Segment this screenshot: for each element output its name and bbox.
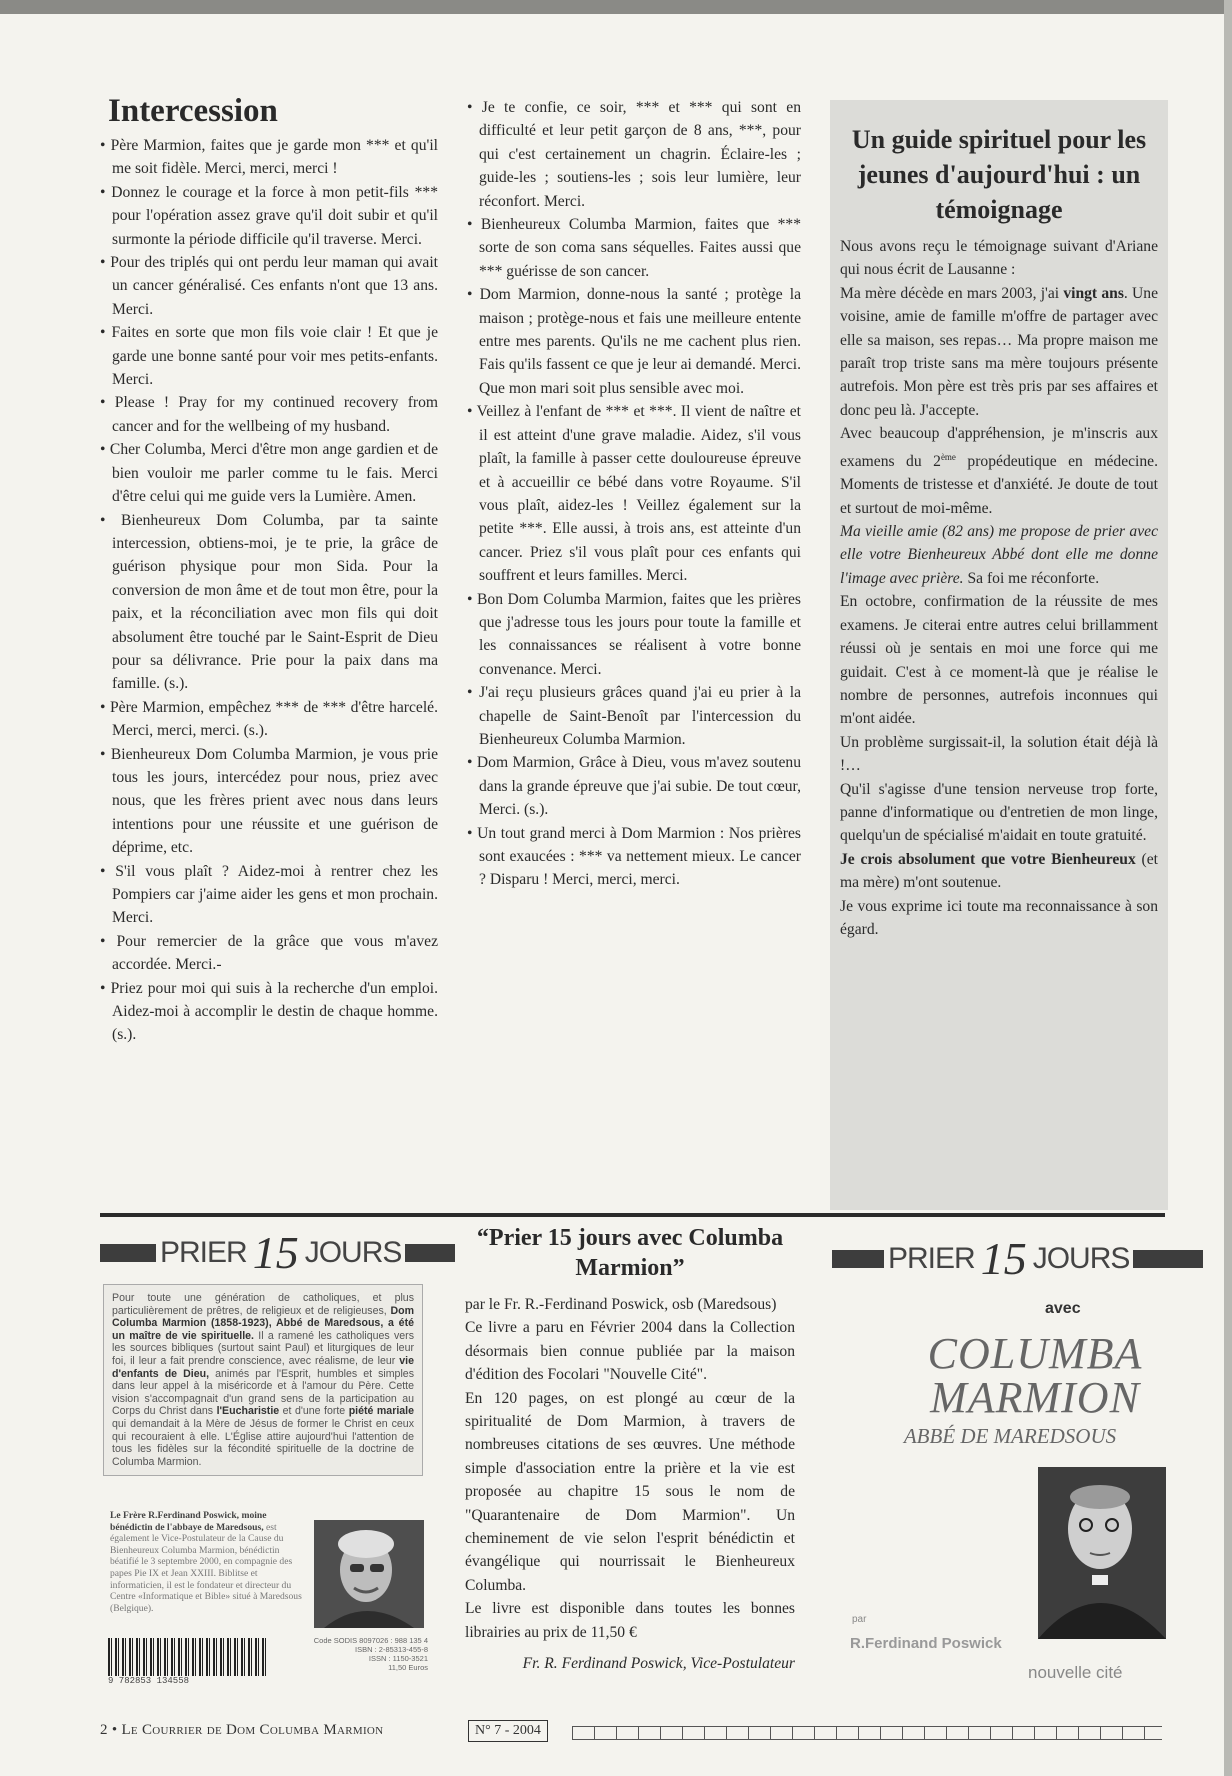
cover-author: R.Ferdinand Poswick — [850, 1635, 1002, 1652]
logo-bar — [100, 1244, 156, 1262]
intercession-item: • Please ! Pray for my continued recovery from cancer and for the wellbeing of my husband. — [100, 391, 438, 438]
barcode — [108, 1638, 268, 1676]
logo-jours: JOURS — [1032, 1241, 1130, 1275]
horizontal-divider — [100, 1213, 1165, 1217]
intercession-item: • Faites en sorte que mon fils voie clair ! Et que je garde une bonne santé pour voir mes petits-enfants. Merci. — [100, 321, 438, 391]
cover-portrait — [1038, 1467, 1166, 1639]
intercession-item: • Père Marmion, empêchez *** de *** d'être harcelé. Merci, merci, merci. (s.). — [100, 696, 438, 743]
intercession-item: • Dom Marmion, Grâce à Dieu, vous m'avez soutenu dans la grande épreuve que j'ai subie. De tout cœur, Merci. (s.). — [467, 751, 801, 821]
intercession-item: • Je te confie, ce soir, *** et *** qui sont en difficulté et leur petit garçon de 8 ans, ***, pour qui c'est certainement un chagrin. Éclaire-les ; guide-les ; soutiens-les ; sois leur lumière, leur réconfort. Merci. — [467, 96, 801, 213]
intercession-column — [100, 92, 438, 1047]
author-bio: Le Frère R.Ferdinand Poswick, moine bénédictin de l'abbaye de Maredsous, est également le Vice-Postulateur de la Cause du Bienheureux Columba Marmion, bénédictin béatifié le 3 septembre 2000, en compagnie des papes Pie IX et Jean XXIII. Biblitse et informaticien, il est le fondateur et directeur du Centre «Informatique et Bible» situé à Maredsous (Belgique). — [110, 1510, 302, 1614]
intercession-item: • Donnez le courage et la force à mon petit-fils *** pour l'opération assez grave qu'il doit subir et qu'il surmonte la période difficile qu'il traverse. Merci. — [100, 181, 438, 251]
page-right-edge — [1224, 0, 1232, 1776]
intercession-item: • Un tout grand merci à Dom Marmion : Nos prières sont exaucées : *** va nettement mieux. Le cancer ? Disparu ! Merci, merci, merci. — [467, 822, 801, 892]
book-blurb-box: Pour toute une génération de catholiques, et plus particulièrement de prêtres, de religieux et de religieuses, Dom Columba Marmion (1858-1923), Abbé de Maredsous, a été un maître de vie spirituelle. Il a ramené les catholiques vers les sources bibliques (surtout saint Paul) et liturgiques de leur foi, il leur a fait prendre conscience, avec réalisme, de leur vie d'enfants de Dieu, animés par l'Esprit, humbles et simples dans leur appel à la miséricorde et à l'amour du Père. Cette vision s'accompagnait d'un grand sens de la participation au Corps du Christ dans l'Eucharistie et d'une forte piété mariale qui demandait à la Mère de Jésus de former le Christ en ceux qui recouraient à elle. L'Église attire aujourd'hui l'attention de tous les fidèles sur la fécondité spirituelle de la doctrine de Columba Marmion. — [103, 1284, 423, 1476]
intercession-item: • S'il vous plaît ? Aidez-moi à rentrer chez les Pompiers car j'aime aider les gens et mon prochain. Merci. — [100, 860, 438, 930]
intercession-list — [100, 134, 438, 1047]
testimony-paragraph: Ma mère décède en mars 2003, j'ai vingt ans. Une voisine, amie de famille m'offre de partager avec elle sa maison, ses repas… Ma propre maison me paraît trop triste sans ma mère toujours présente autrefois. Mon père est très pris par ses affaires et donc peu là. J'accepte. — [840, 284, 1158, 419]
prier-15-jours-logo — [100, 1226, 455, 1279]
intercession-item: • Bon Dom Columba Marmion, faites que les prières que j'adresse tous les jours pour toute la famille et les connaissances se réalisent à votre bonne convenance. Merci. — [467, 588, 801, 682]
testimony-paragraph: Nous avons reçu le témoignage suivant d'Ariane qui nous écrit de Lausanne : — [840, 238, 1158, 279]
logo-number: 15 — [980, 1233, 1027, 1284]
cover-avec: avec — [1045, 1300, 1081, 1317]
book-paragraph: Le livre est disponible dans toutes les bonnes librairies au prix de 11,50 € — [465, 1600, 795, 1641]
author-photo — [314, 1520, 424, 1628]
intercession-list-continued — [467, 96, 801, 892]
barcode-area — [106, 1630, 426, 1684]
page-top-edge — [0, 0, 1232, 14]
logo-bar — [832, 1250, 884, 1268]
cover-subtitle: ABBÉ DE MAREDSOUS — [903, 1424, 1117, 1448]
logo-prier: PRIER — [160, 1235, 247, 1269]
intercession-item: • Dom Marmion, donne-nous la santé ; protège la maison ; protège-nous et fais une meilleure entente entre mes parents. Qu'ils ne me cachent plus rien. Fais qu'ils fassent ce que je leur ai demandé. Merci. Que mon mari soit plus sensible avec moi. — [467, 283, 801, 400]
testimony-paragraph: Qu'il s'agisse d'une tension nerveuse trop forte, panne d'informatique ou d'entretien de mon linge, quelqu'un de spécialisé m'aidait en toute gratuité. — [840, 780, 1158, 845]
issue-number: N° 7 - 2004 — [468, 1720, 548, 1742]
isbn-info: Code SODIS 8097026 : 988 135 4 ISBN : 2-85313-455-8 ISSN : 1150-3521 11,50 Euros — [313, 1636, 428, 1672]
intercession-column-continued — [467, 96, 801, 892]
cover-par: par — [852, 1614, 867, 1625]
intercession-item: • Veillez à l'enfant de *** et ***. Il vient de naître et il est atteint d'une grave maladie. Aidez, s'il vous plaît, la famille à passer cette douloureuse épreuve et à accueillir ce bébé dans votre Royaume. S'il vous plaît, aidez-les ! Veillez également sur la petite ***. Elle aussi, à trois ans, est atteinte d'un cancer. Priez s'il vous plaît pour ces enfants qui souffrent et leurs familles. Merci. — [467, 400, 801, 587]
book-paragraph: Ce livre a paru en Février 2004 dans la Collection désormais bien connue publiée par la maison d'édition des Focolari "Nouvelle Cité". — [465, 1319, 795, 1384]
book-signature: Fr. R. Ferdinand Poswick, Vice-Postulateur — [522, 1655, 795, 1673]
section-title: Intercession — [108, 93, 278, 129]
intercession-item: • Bienheureux Dom Columba Marmion, je vous prie tous les jours, intercédez pour nous, priez avec nous, que les frères prient avec nous dans leurs intentions pour une réussite et une guérison de déprime, etc. — [100, 743, 438, 860]
testimony-paragraph: Je vous exprime ici toute ma reconnaissance à son égard. — [840, 897, 1158, 938]
intercession-item: • Pour remercier de la grâce que vous m'avez accordée. Merci.- — [100, 930, 438, 977]
page-footer: 2 • Le Courrier de Dom Columba Marmion — [100, 1722, 384, 1738]
book-announcement — [465, 1223, 795, 1676]
logo-jours: JOURS — [304, 1235, 402, 1269]
intercession-item: • Bienheureux Columba Marmion, faites que *** sorte de son coma sans séquelles. Faites aussi que *** guérisse de son cancer. — [467, 213, 801, 283]
cover-name: COLUMBA MARMION — [927, 1329, 1143, 1422]
cover-logo — [832, 1232, 1203, 1285]
book-title: “Prier 15 jours avec Columba Marmion” — [476, 1225, 784, 1281]
logo-prier: PRIER — [888, 1241, 975, 1275]
testimony-title: Un guide spirituel pour les jeunes d'aujourd'hui : un témoignage — [851, 125, 1147, 224]
book-paragraph: En 120 pages, on est plongé au cœur de la spiritualité de Dom Marmion, à travers de nombreuses citations de ses œuvres. Une méthode simple d'association entre la prière et la vie est proposée au chapitre 15 sous le nom de "Quarantenaire de Dom Marmion". Un cheminement de vie selon l'esprit bénédictin et évangélique qui nourrissait le Bienheureux Columba. — [465, 1389, 795, 1594]
logo-number: 15 — [252, 1227, 299, 1278]
book-byline: par le Fr. R.-Ferdinand Poswick, osb (Maredsous) — [465, 1296, 777, 1313]
logo-bar — [1133, 1250, 1203, 1268]
intercession-item: • Père Marmion, faites que je garde mon *** et qu'il me soit fidèle. Merci, merci, merci ! — [100, 134, 438, 181]
intercession-item: • Pour des triplés qui ont perdu leur maman qui avait un cancer généralisé. Ces enfants n'ont que 13 ans. Merci. — [100, 251, 438, 321]
intercession-item: • Bienheureux Dom Columba, par ta sainte intercession, obtiens-moi, je te prie, la grâce de guérison physique pour mon Sida. Pour la conversion de mon âme et de tout mon être, pour la paix, et la réconciliation avec mon fils qui doit absolument être touché par le Saint-Esprit de Dieu pour sa délivrance. Prie pour la paix dans ma famille. (s.). — [100, 509, 438, 696]
testimony-paragraph: Ma vieille amie (82 ans) me propose de prier avec elle votre Bienheureux Abbé dont elle me donne l'image avec prière. Sa foi me réconforte. — [840, 523, 1158, 587]
intercession-item: • Cher Columba, Merci d'être mon ange gardien et de bien vouloir me parler comme tu le fais. Merci d'être celui qui me guide vers la Lumière. Amen. — [100, 438, 438, 508]
testimony-paragraph: Avec beaucoup d'appréhension, je m'inscris aux examens du 2ème propédeutique en médecine. Moments de tristesse et d'anxiété. Je doute de tout et surtout de moi-même. — [840, 425, 1158, 517]
testimony-box — [830, 100, 1168, 1210]
intercession-item: • J'ai reçu plusieurs grâces quand j'ai eu prier à la chapelle de Saint-Benoît par l'intercession du Bienheureux Columba Marmion. — [467, 681, 801, 751]
testimony-paragraph: Je crois absolument que votre Bienheureux (et ma mère) m'ont soutenue. — [840, 850, 1158, 892]
logo-bar — [405, 1244, 455, 1262]
barcode-number: 9 782853 134558 — [108, 1676, 190, 1686]
testimony-paragraph: Un problème surgissait-il, la solution était déjà là !… — [840, 733, 1158, 775]
footer-decoration — [572, 1726, 1162, 1740]
intercession-item: • Priez pour moi qui suis à la recherche d'un emploi. Aidez-moi à accomplir le destin de chaque homme. (s.). — [100, 977, 438, 1047]
cover-publisher: nouvelle cité — [1028, 1663, 1123, 1682]
testimony-paragraph: En octobre, confirmation de la réussite de mes examens. Je citerai entre autres celui brillamment réussi où je sentais en moi une force qui me guidait. C'est à ce moment-là que je réalise le nombre de personnes, autrefois inconnues qui m'ont aidée. — [840, 593, 1158, 728]
